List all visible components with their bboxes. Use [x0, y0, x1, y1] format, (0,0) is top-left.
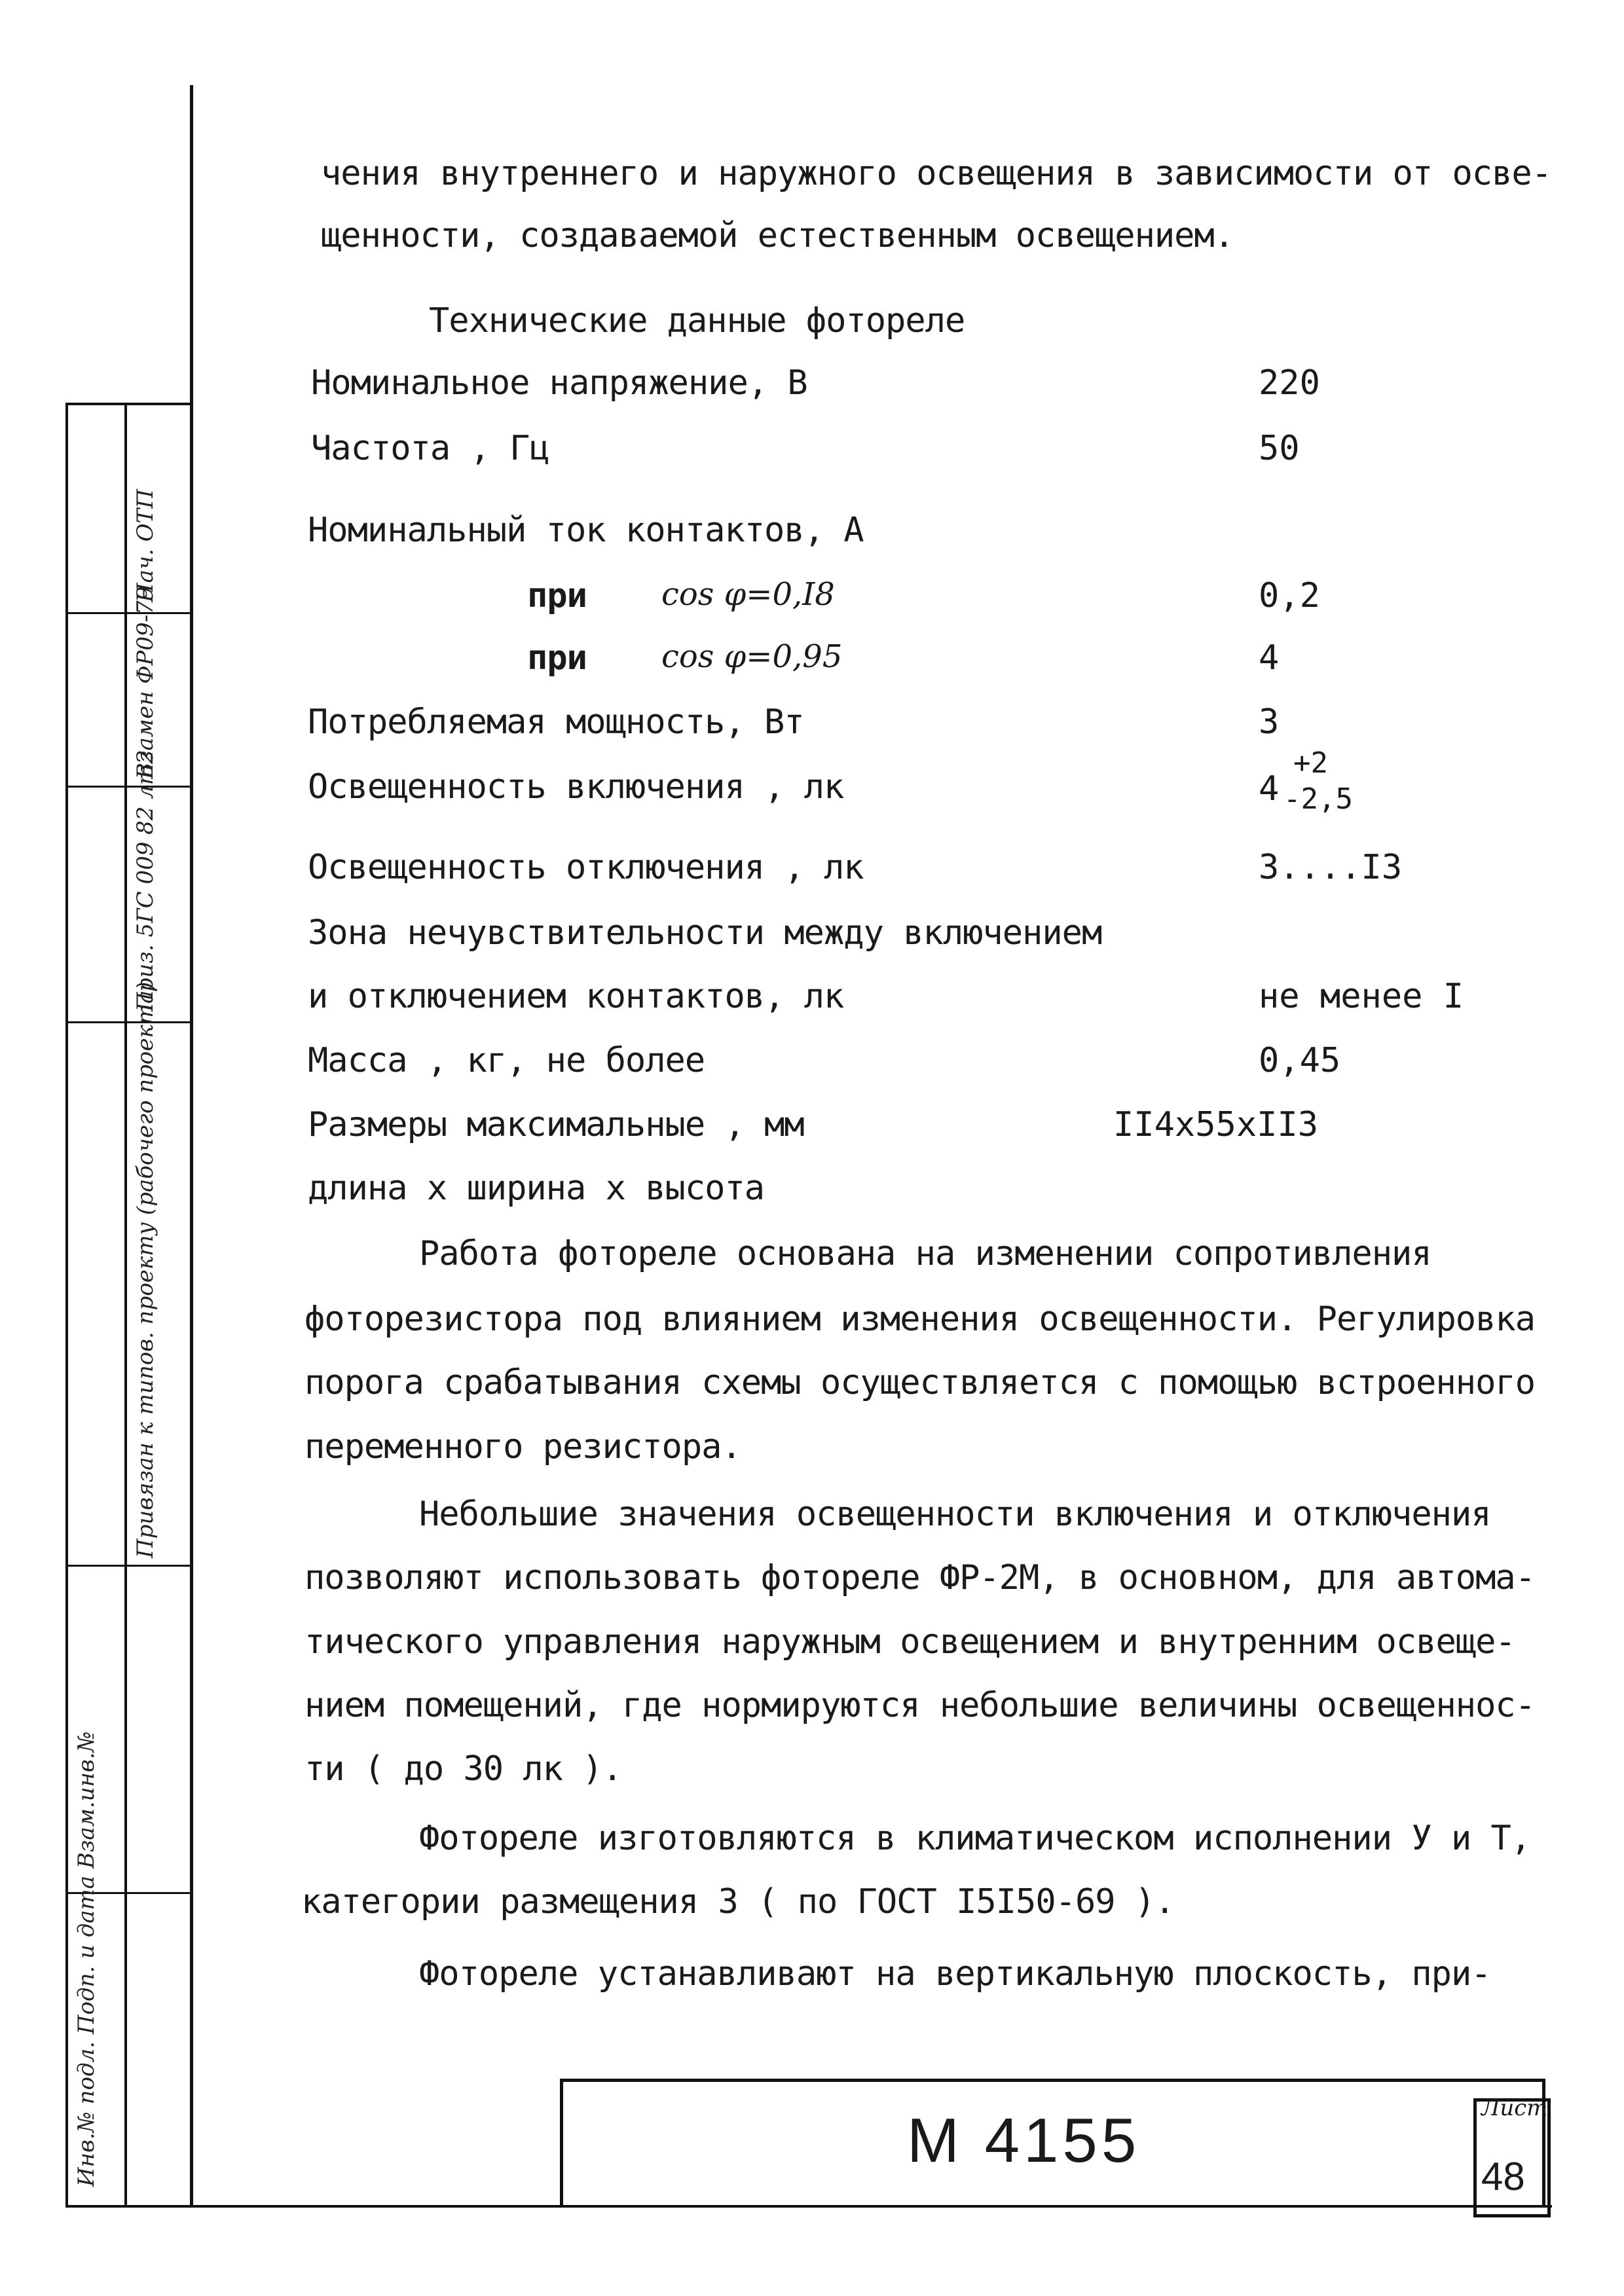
p2-line-1: Небольшие значения освещенности включения и отключения [419, 1495, 1491, 1534]
size-subtitle: длина х ширина х высота [308, 1169, 765, 1208]
intro-line-1: чения внутреннего и наружного освещения в зависимости от осве- [321, 154, 1552, 193]
strip-div-2 [65, 786, 190, 788]
document-code: М 4155 [907, 2105, 1141, 2176]
sheet-label: Лист [1481, 2095, 1548, 2121]
p1-line-2: фоторезистора под влиянием изменения освещенности. Регулировка [304, 1300, 1536, 1339]
p2-line-3: тического управления наружным освещением и внутренним освеще- [304, 1622, 1515, 1662]
side-strip-text-1: Инв.№ подл. Подп. и дата Взам.инв.№ [73, 1731, 100, 2187]
mass-value: 0,45 [1259, 1041, 1341, 1080]
p3-line-2: категории размещения 3 ( по ГОСТ I5I50-69 ). [301, 1882, 1175, 1922]
p1-line-1: Работа фотореле основана на изменении сопротивления [419, 1234, 1431, 1273]
dead-value: не менее I [1259, 977, 1464, 1016]
p3-line-1: Фотореле изготовляются в климатическом исполнении У и Т, [419, 1819, 1531, 1858]
power-value: 3 [1259, 702, 1280, 742]
stamp-top-line [560, 2079, 1545, 2082]
off-label: Освещенность отключения , лк [308, 848, 864, 887]
voltage-value: 220 [1259, 363, 1320, 403]
sheet-number: 48 [1481, 2155, 1525, 2198]
stamp-left-line [560, 2079, 563, 2206]
size-label: Размеры максимальные , мм [308, 1105, 804, 1144]
bottom-frame-line [65, 2205, 1552, 2208]
p1-line-4: переменного резистора. [304, 1427, 741, 1467]
p2-line-5: ти ( до 30 лк ). [304, 1749, 622, 1789]
p4-line-1: Фотореле устанавливают на вертикальную плоскость, при- [419, 1954, 1491, 1994]
at2-cos: cos φ=0,95 [661, 638, 843, 675]
strip-line-1 [65, 403, 68, 2206]
at1-pri: при [527, 576, 587, 615]
intro-line-2: щенности, создаваемой естественным освещением. [321, 216, 1234, 255]
dead-label-1: Зона нечувствительности между включением [308, 913, 1102, 953]
current-label: Номинальный ток контактов, А [308, 511, 864, 550]
at2-value: 4 [1259, 638, 1280, 678]
p2-line-4: нием помещений, где нормируются небольшие величины освещеннос- [304, 1686, 1536, 1725]
strip-top-line [65, 403, 190, 405]
side-strip-text-3: Приз. 5ГС 009 82 лт2 [132, 750, 158, 1011]
at1-cos: cos φ=0,I8 [661, 576, 835, 613]
off-value: 3....I3 [1259, 848, 1403, 887]
spec-heading: Технические данные фотореле [429, 301, 965, 340]
on-label: Освещенность включения , лк [308, 767, 844, 807]
power-label: Потребляемая мощность, Вт [308, 702, 804, 742]
side-strip-text-4: Взамен ФР09-79 [132, 586, 158, 779]
strip-div-4 [65, 1565, 190, 1567]
side-strip-text-5: Нач. ОТП [132, 489, 158, 602]
at2-pri: при [527, 638, 587, 678]
side-strip-text-2: Привязан к типов. проекту (рабочего проекта) [132, 981, 158, 1558]
freq-value: 50 [1259, 429, 1300, 468]
strip-div-1 [65, 612, 190, 614]
left-margin-line [190, 85, 193, 2206]
voltage-label: Номинальное напряжение, В [311, 363, 807, 403]
at1-value: 0,2 [1259, 576, 1320, 615]
p1-line-3: порога срабатывания схемы осуществляется с помощью встроенного [304, 1363, 1536, 1402]
on-tolerance-minus: -2,5 [1283, 782, 1353, 816]
size-value: II4x55xII3 [1113, 1105, 1319, 1144]
strip-div-3 [65, 1021, 190, 1023]
freq-label: Частота , Гц [311, 429, 549, 468]
on-value: 4 [1259, 769, 1280, 809]
on-tolerance-plus: +2 [1293, 746, 1328, 780]
p2-line-2: позволяют использовать фотореле ФР-2М, в основном, для автома- [304, 1558, 1536, 1597]
strip-line-2 [124, 403, 127, 2206]
mass-label: Масса , кг, не более [308, 1041, 705, 1080]
dead-label-2: и отключением контактов, лк [308, 977, 844, 1016]
